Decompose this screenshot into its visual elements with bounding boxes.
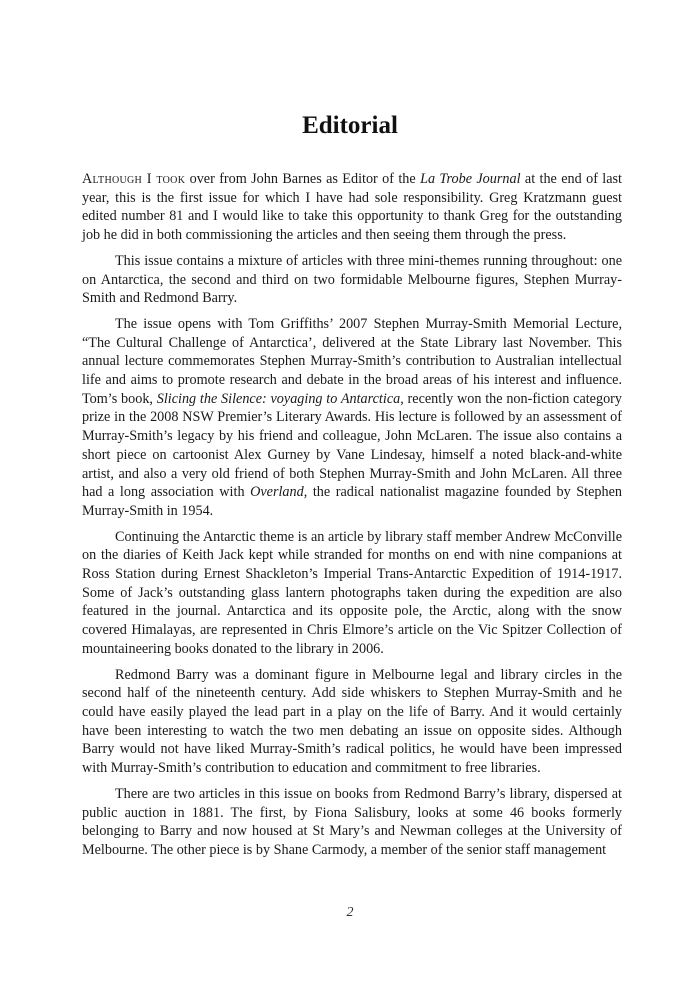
- paragraph-2: This issue contains a mixture of articles with three mini-themes running throughout: one on Antarctica, the second and third on two formidable Melbourne figures, Stephen Murray-Smith and Redmond Barry.: [82, 252, 622, 307]
- book-title-italic: Slicing the Silence: voyaging to Antarctica: [156, 390, 401, 407]
- paragraph-3: [82, 315, 622, 521]
- paragraph-1-text-a: over from John Barnes as Editor of the: [185, 171, 421, 187]
- paragraph-6: There are two articles in this issue on books from Redmond Barry’s library, dispersed at public auction in 1881. The first, by Fiona Salisbury, looks at some 46 books formerly belonging to Barry and now housed at St Mary’s and Newman colleges at the University of Melbourne. The other piece is by Shane Carmody, a member of the senior staff management: [82, 785, 622, 858]
- paragraph-4: Continuing the Antarctic theme is an article by library staff member Andrew McConville on the diaries of Keith Jack kept while stranded for months on end with nine companions at Ross Station during Ernest Shackleton’s Imperial Trans-Antarctic Expedition of 1914-1917. Some of Jack’s outstanding glass lantern photographs taken during the expedition are also featured in the journal. Antarctica and its opposite pole, the Arctic, along with the snow covered Himalayas, are represented in Chris Elmore’s article on the Vic Spitzer Collection of mountaineering books donated to the library in 2006.: [82, 528, 622, 657]
- lead-in-small-caps: Although I took: [82, 171, 186, 187]
- paragraph-1: [82, 170, 622, 245]
- paragraph-3-text-b: , recently won the non-fiction category prize in the 2008 NSW Premier’s Literary Awards. His lecture is followed by an assessment of Murray-Smith’s legacy by his friend and colleague, John McLaren. The issue also contains a short piece on cartoonist Alex Gurney by Vane Lindesay, himself a noted black-and-white artist, and also a very old friend of both Stephen Murray-Smith and John McLaren. All three had a long association with: [82, 390, 622, 501]
- page-number: 2: [346, 905, 354, 920]
- paragraph-3-text-a: The issue opens with Tom Griffiths’ 2007 Stephen Murray-Smith Memorial Lecture, “The Cultural Challenge of Antarctica’, delivered at the State Library last November. This annual lecture commemorates Stephen Murray-Smith’s contribution to Australian intellectual life and aims to promote research and debate in the broad areas of his interest and influence. Tom’s book,: [82, 315, 622, 407]
- paragraph-3-text-c: , the radical nationalist magazine founded by Stephen Murray-Smith in 1954.: [82, 484, 622, 519]
- journal-title-italic: La Trobe Journal: [420, 171, 521, 187]
- paragraph-5: Redmond Barry was a dominant figure in Melbourne legal and library circles in the second half of the nineteenth century. Add side whiskers to Stephen Murray-Smith and he could have easily played the lead part in a play on the life of Barry. And it would certainly have been interesting to watch the two men debating an issue on opposite sides. Although Barry would not have liked Murray-Smith’s radical politics, he would have been impressed with Murray-Smith’s contribution to education and commitment to free libraries.: [82, 666, 622, 777]
- magazine-title-italic: Overland: [250, 484, 304, 501]
- paragraph-1-text-b: at the end of last year, this is the first issue for which I have had sole responsibility. Greg Kratzmann guest edited number 81 and I would like to take this opportunity to thank Greg for the outstanding job he did in both commissioning the articles and then seeing them through the press.: [82, 171, 622, 244]
- article-body: [82, 170, 622, 867]
- page-title: Editorial: [302, 112, 398, 139]
